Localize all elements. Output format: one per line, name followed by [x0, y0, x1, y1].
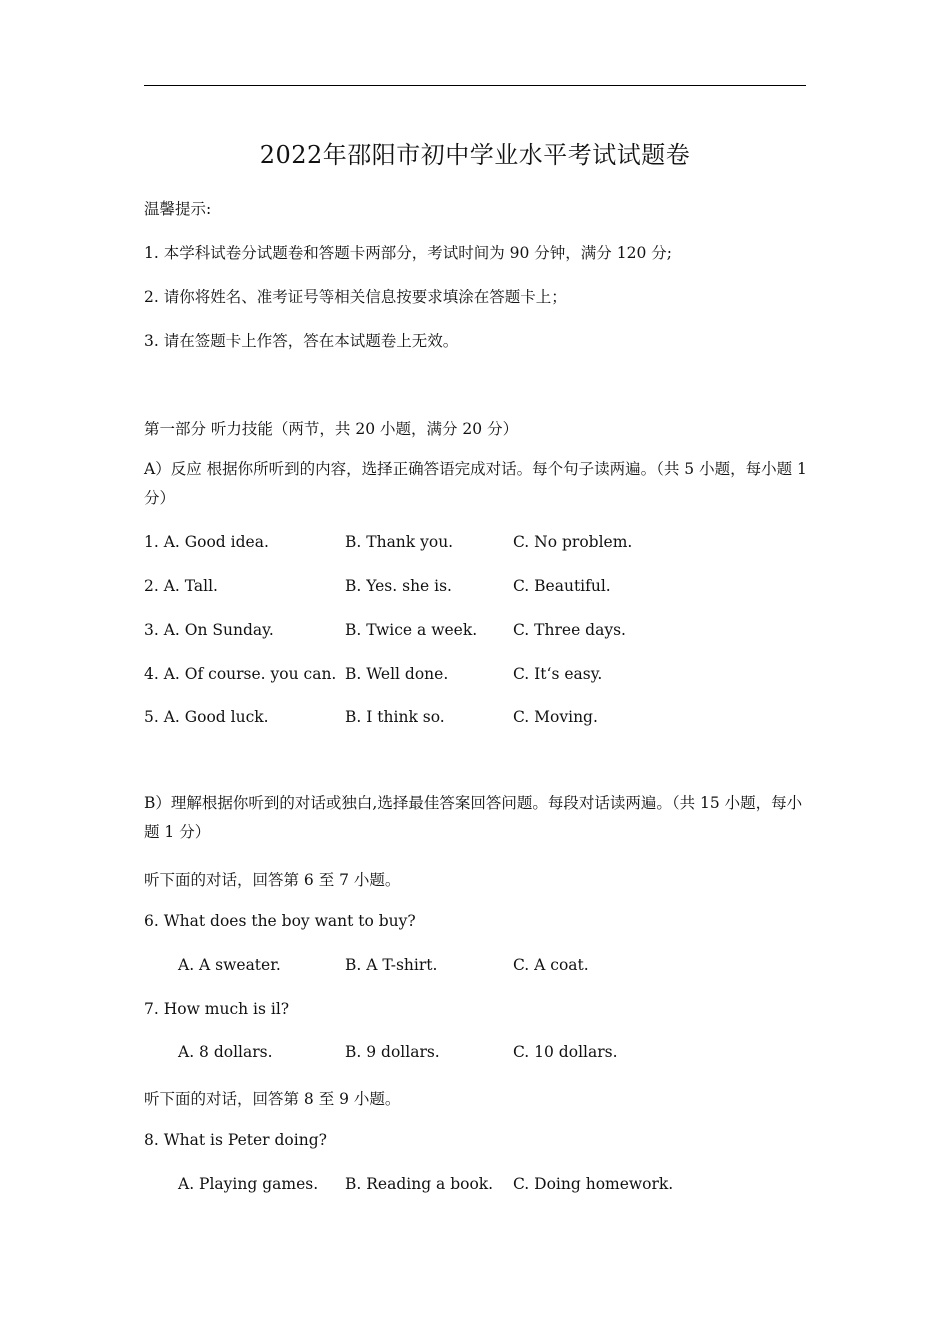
dialogue-intro: 听下面的对话，回答第 6 至 7 小题。 — [144, 871, 401, 889]
option-c: C. Doing homework. — [513, 1175, 674, 1193]
option-a: 1. A. Good idea. — [144, 533, 269, 551]
option-c: C. Beautiful. — [513, 577, 611, 595]
tip-item-2: 2. 请你将姓名、准考证号等相关信息按要求填涂在答题卡上； — [144, 288, 567, 306]
option-b: B. 9 dollars. — [345, 1043, 440, 1061]
question-row — [0, 665, 950, 687]
option-b: B. Thank you. — [345, 533, 454, 551]
question-row — [0, 577, 950, 599]
section-b-instructions: B）理解根据你听到的对话或独白,选择最佳答案回答问题。每段对话读两遍。（共 15 小题，每小题 1 分） — [144, 794, 803, 841]
question-row — [0, 1175, 950, 1197]
option-c: C. A coat. — [513, 956, 589, 974]
option-a: 4. A. Of course. you can. — [144, 665, 337, 683]
question-row — [0, 708, 950, 730]
option-a: A. Playing games. — [178, 1175, 319, 1193]
option-a: 3. A. On Sunday. — [144, 621, 274, 639]
question-row — [0, 956, 950, 978]
tip-item-3: 3. 请在签题卡上作答，答在本试题卷上无效。 — [144, 332, 459, 350]
exam-title: 2022年邵阳市初中学业水平考试试题卷 — [259, 141, 691, 169]
question-row — [0, 1043, 950, 1065]
question-8: 8. What is Peter doing? — [144, 1131, 327, 1149]
option-b: B. Reading a book. — [345, 1175, 494, 1193]
option-c: C. No problem. — [513, 533, 633, 551]
option-c: C. Moving. — [513, 708, 598, 726]
section-a-instructions: A）反应 根据你所听到的内容，选择正确答语完成对话。每个句子读两遍。（共 5 小题，每小题 1 分） — [144, 460, 807, 507]
dialogue-intro: 听下面的对话，回答第 8 至 9 小题。 — [144, 1090, 401, 1108]
option-b: B. A T-shirt. — [345, 956, 438, 974]
question-7: 7. How much is il? — [144, 1000, 290, 1018]
option-a: 2. A. Tall. — [144, 577, 218, 595]
option-c: C. 10 dollars. — [513, 1043, 618, 1061]
question-row — [0, 533, 950, 555]
option-b: B. Yes. she is. — [345, 577, 452, 595]
option-c: C. It‘s easy. — [513, 665, 603, 683]
option-a: 5. A. Good luck. — [144, 708, 269, 726]
option-c: C. Three days. — [513, 621, 626, 639]
tips-heading: 温馨提示: — [144, 200, 212, 218]
option-a: A. A sweater. — [178, 956, 281, 974]
header-rule — [144, 85, 806, 86]
option-b: B. Twice a week. — [345, 621, 478, 639]
part1-heading: 第一部分 听力技能（两节，共 20 小题，满分 20 分） — [144, 420, 519, 438]
question-6: 6. What does the boy want to buy? — [144, 912, 416, 930]
option-b: B. I think so. — [345, 708, 445, 726]
tip-item-1: 1. 本学科试卷分试题卷和答题卡两部分，考试时间为 90 分钟，满分 120 分; — [144, 244, 672, 262]
option-b: B. Well done. — [345, 665, 449, 683]
question-row — [0, 621, 950, 643]
option-a: A. 8 dollars. — [178, 1043, 273, 1061]
